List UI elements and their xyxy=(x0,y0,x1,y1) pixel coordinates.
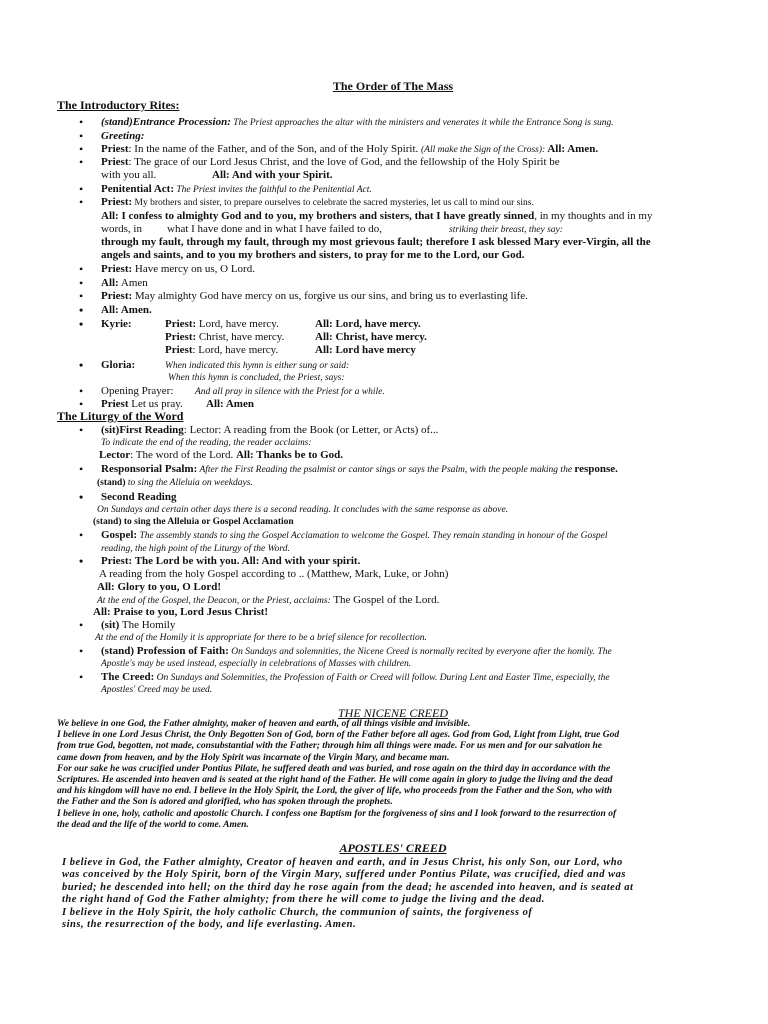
word-text: : The word of the Lord. xyxy=(130,449,236,461)
nicene-line: I believe in one Lord Jesus Christ, the Only Begotten Son of God, born of the Father before all ages. God from God, Light from Light, true God xyxy=(57,730,620,741)
end-note: At the end of the Gospel, the Deacon, or the Priest, acclaims: xyxy=(97,596,331,606)
rite-brothers xyxy=(101,196,534,210)
rite-sign-of-cross xyxy=(101,143,598,157)
apostles-line: the right hand of God the Father almighty; from there he will come to judge the living and the dead. xyxy=(62,894,545,906)
nicene-line: I believe in one, holy, catholic and apostolic Church. I confess one Baptism for the forgiveness of sins and I look forward to the resurrection of xyxy=(57,808,617,819)
kyrie-priest-3: Lord, have mercy. xyxy=(195,344,279,356)
priest-label: Priest: xyxy=(165,318,197,330)
profession-note-2: Apostle's may be used instead, especially in celebrations of Masses with children. xyxy=(101,659,412,669)
opening-note: And all pray in silence with the Priest for a while. xyxy=(195,387,385,397)
priest-label: Priest xyxy=(165,344,193,356)
greeting-label: Greeting: xyxy=(101,130,145,142)
psalm-stand xyxy=(97,476,253,490)
homily-note: At the end of the Homily it is appropriate for there to be a brief silence for recollection. xyxy=(95,633,427,643)
apostles-line: buried; he descended into hell; on the third day he rose again from the dead; he ascended into heaven, and is seated at xyxy=(62,881,634,893)
gloria-note-2: When this hymn is concluded, the Priest, says: xyxy=(168,373,345,383)
nicene-line: the Father and the Son is adored and glorified, who has spoken through the prophets. xyxy=(57,797,393,808)
entrance-label: (stand)Entrance Procession: xyxy=(101,116,231,128)
section-introductory-rites: The Introductory Rites: xyxy=(57,98,180,112)
penitential-text: The Priest invites the faithful to the Penitential Act. xyxy=(174,185,372,195)
rite-grace xyxy=(101,156,560,169)
profession-of-faith xyxy=(101,645,612,659)
apostles-line: I believe in God, the Father almighty, Creator of heaven and earth, and in Jesus Christ, his only Son, our Lord, who xyxy=(62,857,623,868)
sign-note: (All make the Sign of the Cross): xyxy=(421,145,546,155)
lector-label: Lector xyxy=(99,449,131,461)
nicene-line: from true God, begotten, not made, consubstantial with the Father; through him all things were made. For us men and for our salvation he xyxy=(57,741,603,752)
response-label: response. xyxy=(574,463,618,475)
second-reading-note: On Sundays and certain other days there is a second reading. It concludes with the same response as above. xyxy=(97,505,509,515)
nicene-line: For our sake he was crucified under Pontius Pilate, he suffered death and was buried, and rose again on the third day in accordance with the xyxy=(57,763,611,774)
reading-from-gospel: A reading from the holy Gospel according to .. (Matthew, Mark, Luke, or John) xyxy=(99,568,449,580)
profession-label: (stand) Profession of Faith: xyxy=(101,645,229,657)
first-reading xyxy=(101,424,438,437)
kyrie-all-3: All: Lord have mercy xyxy=(315,344,416,356)
the-creed xyxy=(101,671,610,685)
kyrie-all-2: All: Christ, have mercy. xyxy=(315,331,427,343)
priest-label: Priest xyxy=(101,398,129,410)
confess-line xyxy=(101,210,652,223)
fault-line-1: through my fault, through my fault, through my most grievous fault; therefore I ask blessed Mary ever-Virgin, all the xyxy=(101,236,651,248)
psalm-stand-note: to sing the Alleluia on weekdays. xyxy=(125,478,253,488)
all-amen-3: All: Amen xyxy=(206,398,254,410)
psalm-note-1: After the First Reading the psalmist or cantor sings or says xyxy=(197,465,425,475)
nicene-line: We believe in one God, the Father almighty, maker of heaven and earth, of all things visible and invisible. xyxy=(57,719,471,729)
homily xyxy=(101,619,175,632)
thanks-text: All: Thanks be to God. xyxy=(235,449,344,461)
homily-text: The Homily xyxy=(119,619,176,631)
forgive-text: May almighty God have mercy on us, forgive us our sins, and bring us to everlasting life. xyxy=(132,290,528,302)
apostles-creed-text xyxy=(62,857,728,931)
with-you-text: with you all. xyxy=(101,169,157,181)
apostles-line: I believe in the Holy Spirit, the holy catholic Church, the communion of saints, the forgiveness of xyxy=(62,906,533,918)
psalm-note-2: the Psalm, with the people making the xyxy=(424,465,575,475)
entrance-text: The Priest approaches the altar with the ministers and venerates it while the Entrance Song is sung. xyxy=(230,118,614,128)
priest-label: Priest xyxy=(101,156,129,168)
priest-label: Priest: xyxy=(101,290,133,302)
all-amen: All: Amen. xyxy=(545,143,599,155)
rite-greeting xyxy=(101,130,144,143)
psalm-label: Responsorial Psalm: xyxy=(101,463,198,475)
kyrie-line-2 xyxy=(165,331,284,344)
kyrie-priest-2: Christ, have mercy. xyxy=(196,331,285,343)
rite-forgive xyxy=(101,290,528,303)
rite-penitential xyxy=(101,183,372,197)
nicene-creed-title: THE NICENE CREED xyxy=(338,706,448,720)
rite-mercy xyxy=(101,263,255,276)
glory-to-you: All: Glory to you, O Lord! xyxy=(97,581,222,593)
grace-response xyxy=(101,169,156,182)
lord-be-with-you: • Priest: The Lord be with you. All: And with your spirit. xyxy=(101,555,360,568)
amen-text: Amen xyxy=(118,277,148,289)
nicene-line: and his kingdom will have no end. I believe in the Holy Spirit, the Lord, the giver of life, who proceeds from the Father and the Son, who with xyxy=(57,786,612,797)
priest-label: Priest: xyxy=(101,263,133,275)
priest-label: Priest xyxy=(101,143,129,155)
creed-label: The Creed: xyxy=(101,671,155,683)
kyrie-label: • Kyrie: xyxy=(101,318,132,331)
priest-label: Priest: xyxy=(101,196,133,208)
responsorial-psalm xyxy=(101,463,618,477)
gospel-note-2: reading, the high point of the Liturgy of the Word. xyxy=(101,544,290,554)
kyrie-line-1 xyxy=(165,318,279,331)
grace-text: : The grace of our Lord Jesus Christ, and the love of God, and the fellowship of the Holy Spirit be xyxy=(128,156,560,168)
creed-note-1: On Sundays and Solemnities, the Profession of Faith or Creed will follow. During Lent and Easter Time, especially, the xyxy=(154,673,610,683)
and-with-your-spirit: All: And with your Spirit. xyxy=(212,169,333,181)
rite-entrance xyxy=(101,116,614,130)
letuspray-text: Let us pray. xyxy=(128,398,183,410)
gloria-label: • Gloria: xyxy=(101,359,135,372)
praise-to-you: All: Praise to you, Lord Jesus Christ! xyxy=(93,606,269,618)
lector-line xyxy=(99,449,343,462)
gospel-of-lord: The Gospel of the Lord. xyxy=(330,594,440,606)
gospel-label: Gospel: xyxy=(101,529,138,541)
sign-text: : In the name of the Father, and of the Son, and of the Holy Spirit. xyxy=(128,143,422,155)
apostles-line: sins, the resurrection of the body, and life everlasting. Amen. xyxy=(62,919,357,931)
confess-rest: , in my thoughts and in my xyxy=(534,210,653,222)
first-reading-text: : Lector: A reading from the Book (or Letter, or Acts) of... xyxy=(183,424,439,436)
stand-alleluia: (stand) to sing the Alleluia or Gospel Acclamation xyxy=(93,517,294,527)
first-reading-label: (sit)First Reading xyxy=(101,424,184,436)
opening-prayer: • Opening Prayer: xyxy=(101,385,173,398)
all-label: All: xyxy=(101,277,119,289)
kyrie-priest-1: Lord, have mercy. xyxy=(198,318,279,330)
striking-note: striking their breast, they say: xyxy=(449,225,563,235)
fault-line-2: angels and saints, and to you my brothers and sisters, to pray for me to the Lord, our God. xyxy=(101,249,525,261)
stand-label: (stand) xyxy=(97,478,126,488)
nicene-line: the dead and the life of the world to come. Amen. xyxy=(57,819,249,830)
apostles-creed-title: APOSTLES' CREED xyxy=(339,841,447,855)
confess-bold: All: I confess to almighty God and to you, my brothers and sisters, that I have greatly sinned xyxy=(101,210,535,222)
kyrie-line-3: Priest: Lord, have mercy. xyxy=(165,344,279,356)
nicene-creed-text xyxy=(57,719,727,831)
gospel-note-1: The assembly stands to sing the Gospel Acclamation to welcome the Gospel. They remain standing in honour of the Gospel xyxy=(137,531,608,541)
nicene-line: Scriptures. He ascended into heaven and is seated at the right hand of the Father. He will come again in glory to judge the living and the dead xyxy=(57,775,613,786)
penitential-label: Penitential Act: xyxy=(101,183,175,195)
profession-note-1: On Sundays and solemnities, the Nicene Creed is normally recited by everyone after the homily. The xyxy=(228,647,612,657)
rite-all-amen-2: • All: Amen. xyxy=(101,304,152,317)
second-reading: • Second Reading xyxy=(101,491,177,504)
gloria-note-1: When indicated this hymn is either sung or said: xyxy=(165,361,350,371)
priest-label: Priest: xyxy=(165,331,197,343)
mercy-text: Have mercy on us, O Lord. xyxy=(132,263,255,275)
page-title: The Order of The Mass xyxy=(332,79,454,93)
first-reading-note: To indicate the end of the reading, the reader acclaims: xyxy=(101,438,312,448)
section-liturgy-of-word: The Liturgy of the Word xyxy=(57,409,184,423)
what-done: what I have done and in what I have failed to do, xyxy=(167,223,383,235)
sit-label: (sit) xyxy=(101,619,120,631)
brothers-text: My brothers and sister, to prepare ourselves to celebrate the sacred mysteries, let us call to mind our sins. xyxy=(132,198,534,208)
gospel xyxy=(101,529,608,543)
creed-note-2: Apostles' Creed may be used. xyxy=(101,685,213,695)
nicene-line: came down from heaven, and by the Holy Spirit was incarnate of the Virgin Mary, and became man. xyxy=(57,752,450,763)
apostles-line: was conceived by the Holy Spirit, born of the Virgin Mary, suffered under Pontius Pilate, was crucified, died and was xyxy=(62,869,626,881)
words-in: words, in xyxy=(101,223,142,235)
rite-all-amen xyxy=(101,277,148,290)
kyrie-all-1: All: Lord, have mercy. xyxy=(315,318,421,330)
